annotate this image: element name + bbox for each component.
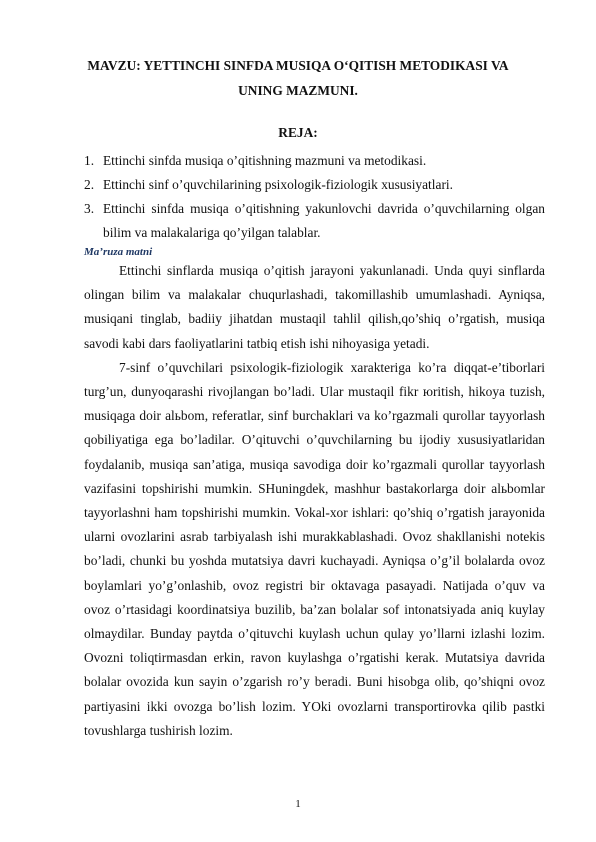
plan-item-number: 1. xyxy=(84,153,95,168)
plan-list xyxy=(84,149,545,245)
plan-item xyxy=(84,149,545,173)
lecture-text xyxy=(84,259,545,743)
plan-item-number: 2. xyxy=(84,177,95,192)
paragraph: 7-sinf o’quvchilari psixologik-fiziologik xarakteriga ko’ra diqqat-e’tiborlari turg’un, dunyoqarashi rivojlangan bo’ladi. Ular mustaqil fikr юritish, hikoya tuzish, musiqaga doir alьbom, referatlar, sinf burchaklari va ko’rgazmali qurollar tayyorlash qobiliyatiga ega bo’ladilar. O’qituvchi o’quvchilarning bu ijodiy xususiyatlaridan foydalanib, musiqa san’atiga, musiqa savodiga doir ko’rgazmali qurollar tayyorlash vazifasini topshirishi mumkin. SHuningdek, mashhur bastakorlarga doir alьbomlar tayyorlashni ham topshirishi mumkin. Vokal-xor ishlari: qo’shiq o’rgatish jarayonida ularni ovozlarini asrab tarbiyalash ishi murakkablashadi. Ovoz shakllanishi notekis bo’ladi, chunki bu yoshda mutatsiya davri kuchayadi. Ayniqsa o’g’il bolalarda ovoz boylamlari yo’g’onlashib, ovoz registri bir oktavaga pasayadi. Natijada o’quv va ovoz o’rtasidagi koordinatsiya buzilib, ba’zan bolalar sof intonatsiyada aniq kuylay olmaydilar. Bunday paytda o’qituvchi kuylash uchun qulay yo’llarni izlashi lozim. Ovozni toliqtirmasdan erkin, ravon kuylashga o’rgatishi kerak. Mutatsiya davrida bolalar ovozida kun sayin o’zgarish ro’y beradi. Buni hisobga olib, qo’shiqni ovoz partiyasini ikki ovozga bo’lish lozim. YOki ovozlarni transportirovka qilib pastki tovushlarga tushirish lozim. xyxy=(84,359,545,738)
plan-item-text: Ettinchi sinf o’quvchilarining psixologik-fiziologik xususiyatlari. xyxy=(103,177,453,192)
plan-item xyxy=(84,173,545,197)
section-label: Ma’ruza matni xyxy=(84,246,153,258)
plan-heading: REJA: xyxy=(278,125,318,140)
page-number: 1 xyxy=(295,798,301,810)
document-title: MAVZU: YETTINCHI SINFDA MUSIQA O‘QITISH METODIKASI VA UNING MAZMUNI. xyxy=(87,58,509,98)
plan-item-text: Ettinchi sinfda musiqa o’qitishning yakunlovchi davrida o’quvchilarning olgan bilim va malakalariga qo’yilgan talablar. xyxy=(103,201,545,240)
paragraph: Ettinchi sinflarda musiqa o’qitish jarayoni yakunlanadi. Unda quyi sinflarda olingan bilim va malakalar chuqurlashadi, takomillashib umumlashadi. Ayniqsa, musiqani tinglab, badiiy jihatdan mustaqil tahlil qilish,qo’shiq o’rgatish, musiqa savodi kabi dars faoliyatlarini tatbiq etish ishi nihoyasiga yetadi. xyxy=(84,263,545,351)
plan-item-number: 3. xyxy=(84,201,95,216)
plan-item xyxy=(84,197,545,245)
plan-item-text: Ettinchi sinfda musiqa o’qitishning mazmuni va metodikasi. xyxy=(103,153,427,168)
